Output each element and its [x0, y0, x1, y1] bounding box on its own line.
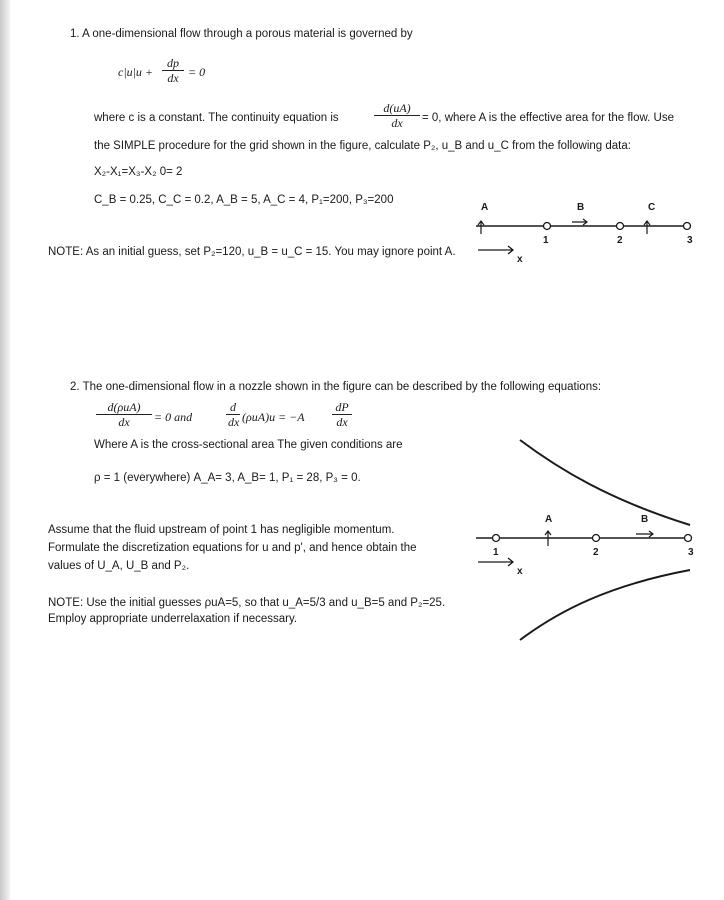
note-1: NOTE: As an initial guess, set P₂=120, u_B = u_C = 15. You may ignore point A.: [48, 246, 456, 258]
where-text: where c is a constant. The continuity equation is: [94, 112, 339, 124]
label-c: C: [648, 202, 656, 213]
data-line-1: X₂-X₁=X₃-X₂ 0= 2: [94, 166, 183, 178]
nozzle-label-b: B: [641, 514, 649, 525]
continuity-after: = 0, where A is the effective area for the flow. Use: [422, 112, 674, 124]
problem-1-intro: 1. A one-dimensional flow through a porous material is governed by: [70, 28, 413, 40]
nozzle-upper-wall: [520, 440, 690, 525]
label-b: B: [577, 202, 585, 213]
assume-line-2: Formulate the discretization equations for u and p', and hence obtain the: [48, 542, 417, 554]
eq1-fraction: $\frac{dp}{dx}$: [162, 56, 184, 85]
where-area-text: Where A is the cross-sectional area The given conditions are: [94, 439, 403, 451]
note-2-line-1: NOTE: Use the initial guesses ρuA=5, so that u_A=5/3 and u_B=5 and P₂=25.: [48, 597, 446, 609]
eq2b-middle: (ρuA)u = −A: [242, 410, 305, 424]
eq2b-fraction-2: $\frac{dP}{dx}$: [332, 400, 352, 429]
nozzle-label-x: x: [517, 566, 523, 577]
label-node-2: 2: [617, 235, 623, 246]
nozzle-velocity-arrow-b: [636, 531, 653, 537]
nozzle-x-arrow: [478, 558, 513, 566]
eq2b-fraction-1: $\frac{d}{dx}$: [228, 400, 240, 429]
problem-2-number: 2.: [70, 381, 80, 393]
node-2-circle: [617, 223, 624, 230]
node-1-circle: [544, 223, 551, 230]
eq1-right: = 0: [188, 65, 206, 79]
x-direction-arrow: [478, 246, 513, 254]
label-node-3: 3: [687, 235, 693, 246]
velocity-arrow-a: [478, 221, 484, 234]
eq1-left: c|u|u +: [118, 65, 154, 79]
given-conditions: ρ = 1 (everywhere) A_A= 3, A_B= 1, P₁ = 28, P₃ = 0.: [94, 472, 361, 484]
node-3-circle: [684, 223, 691, 230]
nozzle-node-2: [593, 535, 600, 542]
assume-line-1: Assume that the fluid upstream of point 1 has negligible momentum.: [48, 524, 395, 536]
nozzle-node-1: [493, 535, 500, 542]
nozzle-label-a: A: [545, 514, 553, 525]
eq2a-after: = 0 and: [154, 410, 193, 424]
data-line-2: C_B = 0.25, C_C = 0.2, A_B = 5, A_C = 4, P₁=200, P₃=200: [94, 194, 394, 206]
note-2-line-2: Employ appropriate underrelaxation if necessary.: [48, 613, 298, 625]
nozzle-node-3: [685, 535, 692, 542]
continuity-fraction: $\frac{d(uA)}{dx}$: [374, 101, 420, 130]
assume-line-3: values of U_A, U_B and P₂.: [48, 560, 190, 572]
label-a: A: [481, 202, 489, 213]
nozzle-label-node-3: 3: [688, 547, 694, 558]
simple-line: the SIMPLE procedure for the grid shown in the figure, calculate P₂, u_B and u_C from the following data:: [94, 140, 631, 152]
problem-2-intro: 2. The one-dimensional flow in a nozzle shown in the figure can be described by the following equations:: [70, 381, 602, 393]
label-x: x: [517, 254, 523, 265]
nozzle-lower-wall: [520, 570, 690, 640]
figure-2-nozzle: [476, 440, 694, 640]
problem-1-number: 1.: [70, 28, 80, 40]
figure-1-grid: [476, 202, 693, 265]
eq2a-fraction: d(ρuA) dx: [96, 400, 152, 429]
velocity-arrow-b: [572, 219, 587, 225]
label-node-1: 1: [543, 235, 549, 246]
velocity-arrow-c: [644, 221, 650, 234]
nozzle-label-node-2: 2: [593, 547, 599, 558]
nozzle-label-node-1: 1: [493, 547, 499, 558]
